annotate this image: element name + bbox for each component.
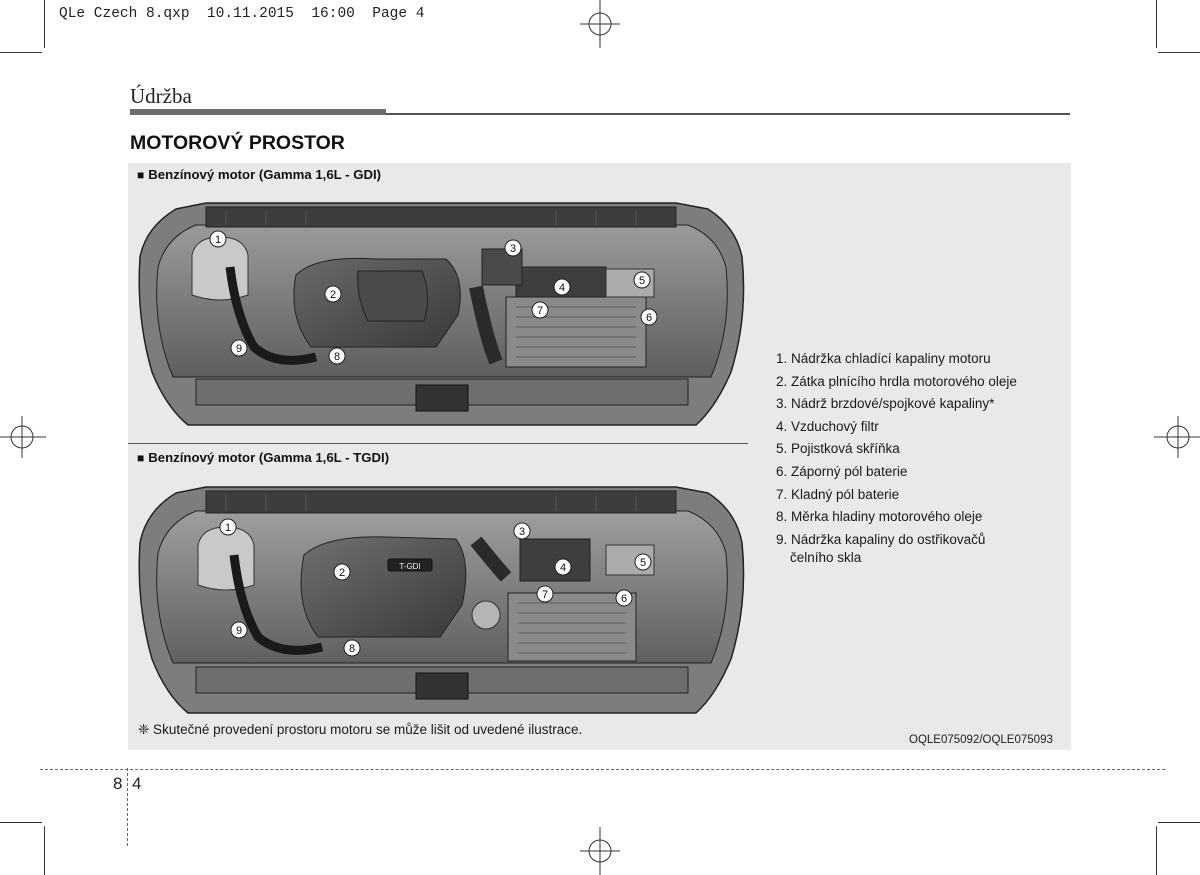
callout-1: 1 [214, 234, 222, 246]
callout-8: 8 [348, 643, 356, 655]
callout-7: 7 [536, 305, 544, 317]
figure-divider [128, 443, 748, 444]
callout-7: 7 [541, 589, 549, 601]
callout-4: 4 [559, 562, 567, 574]
callout-6: 6 [620, 593, 628, 605]
legend-item-continued: čelního skla [790, 549, 862, 565]
registration-mark-left [0, 412, 48, 462]
callout-9: 9 [235, 343, 243, 355]
legend-item: 8. Měrka hladiny motorového oleje [776, 509, 983, 525]
callout-5: 5 [638, 275, 646, 287]
callout-2: 2 [329, 289, 337, 301]
legend-item: 9. Nádržka kapaliny do ostřikovačů [776, 531, 986, 547]
callout-5: 5 [639, 557, 647, 569]
chapter-title: Údržba [130, 84, 192, 108]
figure-2-caption: ■ Benzínový motor (Gamma 1,6L - TGDI) [137, 450, 390, 465]
page-number-page: 4 [132, 774, 142, 793]
legend-item: 1. Nádržka chladící kapaliny motoru [776, 351, 991, 366]
callout-1: 1 [224, 522, 232, 534]
figure-1-caption: ■ Benzínový motor (Gamma 1,6L - GDI) [137, 167, 382, 182]
legend-item: 5. Pojistková skříňka [776, 441, 900, 457]
footnote: ❈ Skutečné provedení prostoru motoru se může lišit od uvedené ilustrace. [138, 722, 583, 737]
legend-item: 2. Zátka plnícího hrdla motorového oleje [776, 373, 1017, 389]
registration-mark-right [1152, 412, 1200, 462]
registration-mark-bottom [570, 825, 630, 875]
engine-bay-illustration-tgdi [136, 481, 748, 719]
caption-square-icon: ■ [137, 451, 145, 465]
callout-6: 6 [645, 312, 653, 324]
chapter-rule-thin [386, 113, 1070, 115]
caption-square-icon: ■ [137, 168, 145, 182]
engine-badge: T-GDI [399, 562, 421, 571]
callout-2: 2 [338, 567, 346, 579]
footer-dashed-divider [127, 768, 128, 846]
callout-8: 8 [333, 351, 341, 363]
legend-item: 3. Nádrž brzdové/spojkové kapaliny* [776, 396, 995, 412]
legend-item: 7. Kladný pól baterie [776, 486, 900, 502]
footer-dashed-rule [40, 769, 1165, 770]
legend-item: 4. Vzduchový filtr [776, 418, 879, 434]
registration-mark-top [570, 0, 630, 50]
callout-3: 3 [518, 526, 526, 538]
component-legend [776, 348, 1017, 567]
chapter-rule-thick [130, 109, 386, 115]
engine-bay-illustration-gdi [136, 197, 748, 431]
page-number-chapter: 8 [113, 774, 123, 793]
print-header: QLe Czech 8.qxp 10.11.2015 16:00 Page 4 [59, 6, 425, 22]
legend-item: 6. Záporný pól baterie [776, 463, 908, 479]
image-code: OQLE075092/OQLE075093 [909, 734, 1053, 746]
callout-4: 4 [558, 282, 566, 294]
callout-3: 3 [509, 243, 517, 255]
section-title: MOTOROVÝ PROSTOR [130, 132, 345, 154]
callout-9: 9 [235, 625, 243, 637]
